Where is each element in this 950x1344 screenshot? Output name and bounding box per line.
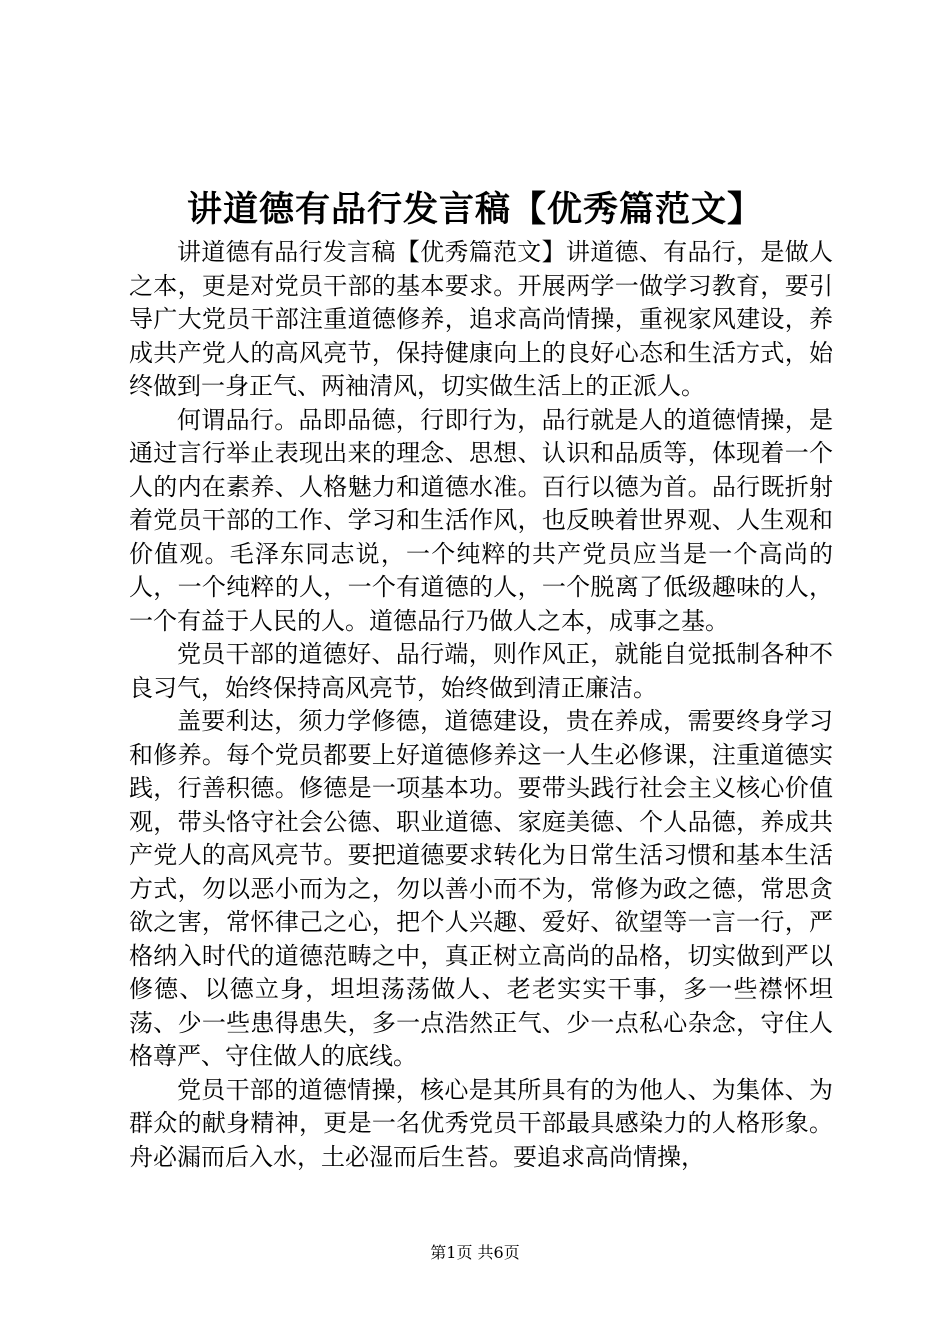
paragraph-4: 盖要利达，须力学修德，道德建设，贵在养成，需要终身学习和修养。每个党员都要上好道德修养这一人生必修课，注重道德实践，行善积德。修德是一项基本功。要带头践行社会主义核心价值观，带头恪守社会公德、职业道德、家庭美德、个人品德，养成共产党人的高风亮节。要把道德要求转化为日常生活习惯和基本生活方式，勿以恶小而为之，勿以善小而不为，常修为政之德，常思贪欲之害，常怀律己之心，把个人兴趣、爱好、欲望等一言一行，严格纳入时代的道德范畴之中，真正树立高尚的品格，切实做到严以修德、以德立身，坦坦荡荡做人、老老实实干事，多一些襟怀坦荡、少一些患得患失，多一点浩然正气、少一点私心杂念，守住人格尊严、守住做人的底线。 — [129, 707, 833, 1070]
paragraph-3: 党员干部的道德好、品行端，则作风正，就能自觉抵制各种不良习气，始终保持高风亮节，始终做到清正廉洁。 — [129, 640, 833, 702]
document-body — [129, 236, 833, 1174]
paragraph-1: 讲道德有品行发言稿【优秀篇范文】讲道德、有品行，是做人之本，更是对党员干部的基本要求。开展两学一做学习教育，要引导广大党员干部注重道德修养，追求高尚情操，重视家风建设，养成共产党人的高风亮节，保持健康向上的良好心态和生活方式，始终做到一身正气、两袖清风，切实做生活上的正派人。 — [129, 238, 833, 400]
paragraph-5: 党员干部的道德情操，核心是其所具有的为他人、为集体、为群众的献身精神，更是一名优秀党员干部最具感染力的人格形象。舟必漏而后入水，土必湿而后生苔。要追求高尚情操， — [129, 1075, 833, 1171]
paragraph-2: 何谓品行。品即品德，行即行为，品行就是人的道德情操，是通过言行举止表现出来的理念、思想、认识和品质等，体现着一个人的内在素养、人格魅力和道德水准。百行以德为首。品行既折射着党员干部的工作、学习和生活作风，也反映着世界观、人生观和价值观。毛泽东同志说，一个纯粹的共产党员应当是一个高尚的人，一个纯粹的人，一个有道德的人，一个脱离了低级趣味的人，一个有益于人民的人。道德品行乃做人之本，成事之基。 — [129, 405, 833, 635]
document-title: 讲道德有品行发言稿【优秀篇范文】 — [186, 189, 763, 230]
page-footer: 第1页 共6页 — [430, 1243, 520, 1262]
